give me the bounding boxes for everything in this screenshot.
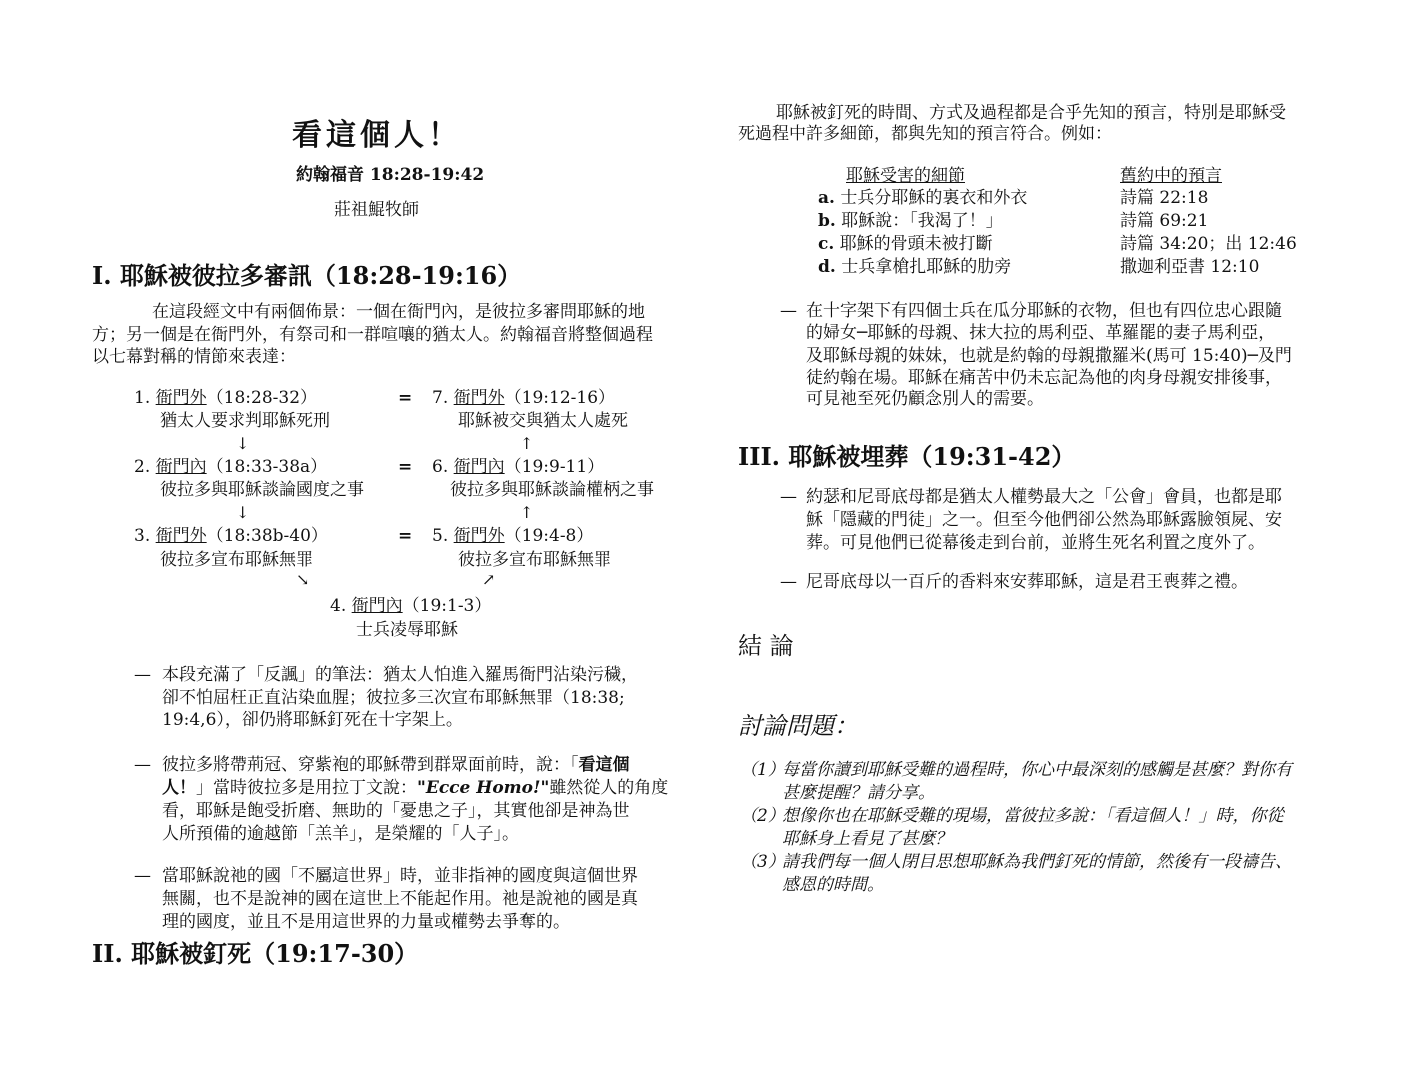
table-row — [818, 256, 1011, 278]
question-number: （3） — [740, 852, 785, 872]
latin-quote: "Ecce Homo!" — [417, 778, 550, 798]
scene-place: 衙門內 — [351, 596, 403, 616]
emphasis-text: 人！ — [162, 778, 196, 798]
bullet-line: 看，耶穌是飽受折磨、無助的「憂患之子」，其實他卻是神為世 — [162, 801, 630, 821]
equals-sign: = — [398, 388, 413, 408]
scripture-reference: 約翰福音 18:28-19:42 — [296, 165, 485, 185]
bullet-line: 本段充滿了「反諷」的筆法：猶太人怕進入羅馬衙門沾染污穢， — [162, 665, 638, 685]
arrow-down-icon: ↓ — [236, 503, 250, 522]
row-prophecy: 撒迦利亞書 12:10 — [1120, 257, 1260, 277]
question-line: 耶穌身上看見了甚麼？ — [782, 829, 952, 849]
question-line: 想像你也在耶穌受難的現場，當彼拉多說：「看這個人！」時，你從 — [782, 806, 1284, 826]
bullet-line: 穌「隱藏的門徒」之一。但至今他們卻公然為耶穌露臉領屍、安 — [806, 510, 1282, 530]
bullet-line: 約瑟和尼哥底母都是猶太人權勢最大之「公會」會員，也都是耶 — [806, 487, 1282, 507]
table-row — [818, 233, 993, 255]
text: 雖然從人的角度 — [549, 778, 669, 798]
page-title: 看這個人！ — [292, 118, 462, 153]
scene-ref: （19:12-16） — [504, 388, 616, 408]
bullet-line: 19:4,6），卻仍將耶穌釘死在十字架上。 — [162, 710, 463, 730]
scene-3 — [134, 525, 328, 547]
scene-place: 衙門外 — [453, 388, 505, 408]
bullet-dash: — — [780, 487, 797, 507]
scene-desc: 耶穌被交與猶太人處死 — [458, 411, 628, 431]
scene-place: 衙門外 — [155, 526, 207, 546]
scene-place: 衙門內 — [155, 457, 207, 477]
scene-number: 1. — [134, 388, 151, 408]
table-row — [818, 210, 1003, 232]
scene-number: 4. — [330, 596, 347, 616]
scene-number: 2. — [134, 457, 151, 477]
scene-ref: （18:38b-40） — [206, 526, 328, 546]
scene-2 — [134, 456, 327, 478]
scene-5 — [432, 525, 593, 547]
row-detail: 耶穌的骨頭未被打斷 — [839, 234, 993, 254]
section-2-heading: II. 耶穌被釘死（19:17-30） — [92, 939, 419, 968]
arrow-up-right-icon: ↗ — [482, 570, 496, 589]
scene-6 — [432, 456, 604, 478]
section-3-heading: III. 耶穌被埋葬（19:31-42） — [738, 442, 1076, 471]
intro-line: 死過程中許多細節，都與先知的預言符合。例如： — [738, 124, 1112, 144]
table-header — [846, 165, 965, 187]
bullet-line — [162, 777, 668, 799]
bullet-dash: — — [134, 755, 151, 775]
question-line: 每當你讀到耶穌受難的過程時，你心中最深刻的感觸是甚麼？對你有 — [782, 760, 1292, 780]
equals-sign: = — [398, 457, 413, 477]
row-prophecy: 詩篇 34:20；出 12:46 — [1120, 234, 1297, 254]
bullet-line: 人所預備的逾越節「羔羊」，是榮耀的「人子」。 — [162, 824, 519, 844]
bullet-dash: — — [780, 301, 797, 321]
scene-ref: （19:1-3） — [402, 596, 492, 616]
table-header — [1120, 165, 1222, 187]
row-letter: c. — [818, 234, 835, 254]
section-1-heading: I. 耶穌被彼拉多審訊（18:28-19:16） — [92, 261, 522, 290]
scene-desc: 彼拉多宣布耶穌無罪 — [458, 550, 611, 570]
header-prophecy: 舊約中的預言 — [1120, 166, 1222, 186]
scene-place: 衙門外 — [155, 388, 207, 408]
bullet-line: 可見祂至死仍顧念別人的需要。 — [806, 389, 1044, 409]
arrow-up-icon: ↑ — [520, 434, 534, 453]
scene-desc: 彼拉多與耶穌談論國度之事 — [160, 480, 364, 500]
conclusion-heading: 結 論 — [738, 632, 794, 660]
scene-place: 衙門內 — [453, 457, 505, 477]
bullet-dash: — — [780, 572, 797, 592]
arrow-down-right-icon: ↘ — [296, 570, 310, 589]
bullet-line: 當耶穌說祂的國「不屬這世界」時，並非指神的國度與這個世界 — [162, 866, 638, 886]
bullet-line: 徒約翰在場。耶穌在痛苦中仍未忘記為他的肉身母親安排後事， — [806, 368, 1282, 388]
bullet-line — [162, 754, 630, 776]
row-letter: a. — [818, 188, 835, 208]
text: 彼拉多將帶荊冠、穿紫袍的耶穌帶到群眾面前時，說：「 — [162, 755, 579, 775]
scene-place: 衙門外 — [453, 526, 505, 546]
scene-number: 5. — [432, 526, 449, 546]
bullet-line: 尼哥底母以一百斤的香料來安葬耶穌，這是君王喪葬之禮。 — [806, 572, 1248, 592]
author: 莊祖鯤牧師 — [334, 200, 419, 220]
text: 」當時彼拉多是用拉丁文說： — [196, 778, 417, 798]
equals-sign: = — [398, 526, 413, 546]
arrow-down-icon: ↓ — [236, 434, 250, 453]
row-detail: 耶穌說：「我渴了！」 — [841, 211, 1003, 231]
question-number: （1） — [740, 760, 785, 780]
bullet-line: 無關，也不是說神的國在這世上不能起作用。祂是說祂的國是真 — [162, 889, 638, 909]
scene-ref: （18:33-38a） — [206, 457, 328, 477]
scene-number: 7. — [432, 388, 449, 408]
row-prophecy: 詩篇 69:21 — [1120, 211, 1209, 231]
scene-ref: （19:9-11） — [504, 457, 605, 477]
scene-ref: （18:28-32） — [206, 388, 318, 408]
scene-ref: （19:4-8） — [504, 526, 594, 546]
intro-line: 方；另一個是在衙門外，有祭司和一群喧嚷的猶太人。約翰福音將整個過程 — [92, 325, 653, 345]
scene-4 — [330, 595, 491, 617]
question-line: 甚麼提醒？請分享。 — [782, 783, 935, 803]
bullet-line: 及耶穌母親的妹妹，也就是約翰的母親撒羅米(馬可 15:40)─及門 — [806, 346, 1292, 366]
scene-1 — [134, 387, 317, 409]
scene-number: 6. — [432, 457, 449, 477]
row-detail: 士兵拿槍扎耶穌的肋旁 — [841, 257, 1012, 277]
intro-line: 以七幕對稱的情節來表達： — [92, 347, 296, 367]
question-number: （2） — [740, 806, 785, 826]
scene-7 — [432, 387, 615, 409]
bullet-dash: — — [134, 866, 151, 886]
table-row — [818, 187, 1027, 209]
scene-desc: 士兵凌辱耶穌 — [356, 620, 458, 640]
header-details: 耶穌受害的細節 — [846, 166, 965, 186]
bullet-line: 卻不怕屈枉正直沾染血腥；彼拉多三次宣布耶穌無罪（18:38; — [162, 688, 625, 708]
scene-desc: 猶太人要求判耶穌死刑 — [160, 411, 330, 431]
scene-desc: 彼拉多宣布耶穌無罪 — [160, 550, 313, 570]
scene-number: 3. — [134, 526, 151, 546]
bullet-line: 理的國度，並且不是用這世界的力量或權勢去爭奪的。 — [162, 912, 570, 932]
bullet-dash: — — [134, 665, 151, 685]
emphasis-text: 看這個 — [578, 755, 630, 775]
arrow-up-icon: ↑ — [520, 503, 534, 522]
intro-line: 耶穌被釘死的時間、方式及過程都是合乎先知的預言，特別是耶穌受 — [776, 103, 1286, 123]
bullet-line: 的婦女─耶穌的母親、抹大拉的馬利亞、革羅罷的妻子馬利亞， — [806, 323, 1276, 343]
row-letter: b. — [818, 211, 836, 231]
row-letter: d. — [818, 257, 836, 277]
intro-line: 在這段經文中有兩個佈景：一個在衙門內，是彼拉多審問耶穌的地 — [152, 302, 645, 322]
scene-desc: 彼拉多與耶穌談論權柄之事 — [450, 480, 654, 500]
question-line: 感恩的時間。 — [782, 875, 884, 895]
row-prophecy: 詩篇 22:18 — [1120, 188, 1209, 208]
row-detail: 士兵分耶穌的裏衣和外衣 — [840, 188, 1028, 208]
question-line: 請我們每一個人閉目思想耶穌為我們釘死的情節，然後有一段禱告、 — [782, 852, 1292, 872]
bullet-line: 在十字架下有四個士兵在瓜分耶穌的衣物，但也有四位忠心跟隨 — [806, 301, 1282, 321]
bullet-line: 葬。可見他們已從幕後走到台前，並將生死名利置之度外了。 — [806, 533, 1265, 553]
discussion-heading: 討論問題： — [738, 712, 858, 740]
